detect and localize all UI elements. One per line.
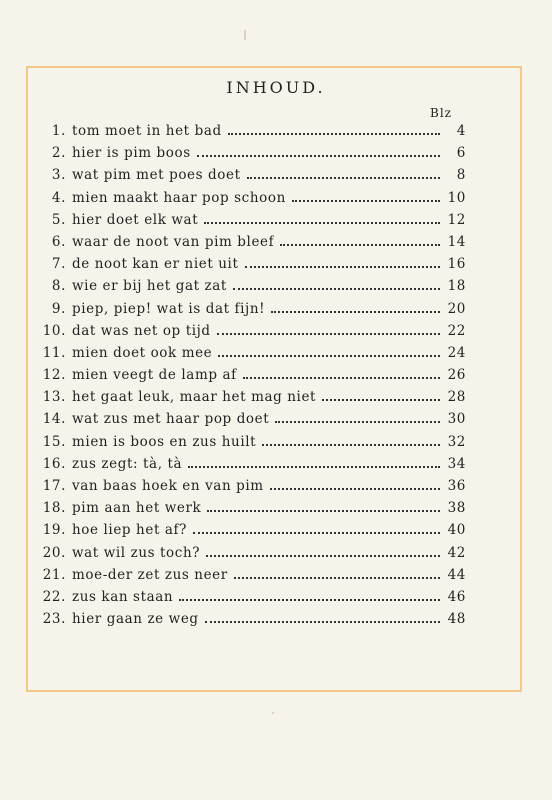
- toc-entry-page: 28: [447, 389, 466, 406]
- dot-leader: [193, 532, 440, 534]
- page-column-label: Blz: [430, 106, 452, 120]
- toc-entry: [36, 519, 466, 541]
- toc-entry-title: zus zegt: tà, tà: [72, 455, 183, 472]
- toc-entry-number: 7.: [51, 256, 66, 273]
- toc-entry: [36, 209, 466, 231]
- dot-leader: [245, 266, 441, 268]
- toc-entry-number: 19.: [42, 522, 66, 539]
- table-of-contents: [36, 120, 466, 630]
- toc-entry-number: 12.: [42, 367, 66, 384]
- toc-entry: [36, 187, 466, 209]
- toc-entry-title: wie er bij het gat zat: [72, 278, 227, 295]
- toc-entry-title: mien doet ook mee: [72, 344, 213, 361]
- page-title: INHOUD.: [226, 78, 326, 97]
- toc-entry: [36, 431, 466, 453]
- toc-entry-number: 20.: [42, 544, 66, 561]
- toc-entry: [36, 364, 466, 386]
- toc-entry: [36, 386, 466, 408]
- paper-mark: [244, 30, 246, 40]
- toc-entry-number: 13.: [42, 389, 66, 406]
- toc-entry: [36, 120, 466, 142]
- toc-entry: [36, 298, 466, 320]
- dot-leader: [275, 421, 440, 423]
- toc-entry-title: waar de noot van pim bleef: [72, 233, 275, 250]
- toc-entry-title: pim aan het werk: [72, 500, 202, 517]
- toc-entry-number: 21.: [42, 566, 66, 583]
- toc-entry-number: 9.: [51, 300, 66, 317]
- toc-entry-number: 4.: [51, 189, 66, 206]
- toc-entry-title: hier doet elk wat: [72, 211, 199, 228]
- toc-entry-page: 22: [447, 322, 466, 339]
- toc-entry-page: 4: [456, 123, 466, 139]
- toc-entry: [36, 164, 466, 186]
- toc-entry-page: 38: [447, 500, 466, 517]
- toc-entry-title: dat was net op tijd: [72, 322, 211, 339]
- toc-entry-title: de noot kan er niet uit: [72, 256, 239, 273]
- toc-entry-page: 20: [447, 300, 466, 317]
- dot-leader: [322, 399, 440, 401]
- toc-entry: [36, 275, 466, 297]
- dot-leader: [280, 244, 440, 246]
- dot-leader: [247, 177, 440, 179]
- dot-leader: [243, 377, 440, 379]
- toc-entry-title: piep, piep! wat is dat fijn!: [72, 300, 266, 317]
- toc-entry-title: mien is boos en zus huilt: [72, 433, 257, 450]
- dot-leader: [234, 577, 440, 579]
- dot-leader: [206, 555, 440, 557]
- toc-entry: [36, 475, 466, 497]
- toc-entry-page: 46: [447, 588, 466, 605]
- toc-entry-title: wat zus met haar pop doet: [72, 411, 270, 428]
- dot-leader: [292, 200, 440, 202]
- toc-entry-page: 8: [456, 167, 466, 184]
- toc-entry-page: 42: [447, 544, 466, 561]
- toc-entry-number: 5.: [51, 211, 66, 228]
- toc-entry: [36, 320, 466, 342]
- toc-entry-title: van baas hoek en van pim: [72, 478, 264, 494]
- toc-entry: [36, 586, 466, 608]
- toc-entry-number: 17.: [42, 478, 66, 494]
- toc-entry: [36, 564, 466, 586]
- dot-leader: [233, 288, 440, 290]
- toc-entry-page: 30: [447, 411, 466, 428]
- toc-entry-page: 40: [447, 522, 466, 539]
- toc-entry-title: tom moet in het bad: [72, 123, 222, 139]
- toc-entry-number: 14.: [42, 411, 66, 428]
- toc-entry-number: 16.: [42, 455, 66, 472]
- dot-leader: [262, 444, 440, 446]
- toc-entry-title: hier is pim boos: [72, 145, 191, 162]
- dot-leader: [271, 311, 440, 313]
- toc-entry-number: 1.: [51, 123, 66, 139]
- toc-entry: [36, 342, 466, 364]
- toc-entry-number: 2.: [51, 145, 66, 162]
- dot-leader: [204, 222, 440, 224]
- toc-entry-page: 6: [456, 145, 466, 162]
- toc-entry-number: 23.: [42, 611, 66, 628]
- toc-entry-number: 3.: [51, 167, 66, 184]
- toc-entry-page: 10: [447, 189, 466, 206]
- toc-entry-title: hoe liep het af?: [72, 522, 187, 539]
- toc-entry: [36, 408, 466, 430]
- dot-leader: [179, 599, 440, 601]
- toc-entry-page: 48: [447, 611, 466, 628]
- toc-entry: [36, 497, 466, 519]
- toc-entry-page: 34: [447, 455, 466, 472]
- toc-entry-title: wat pim met poes doet: [72, 167, 241, 184]
- toc-entry-page: 26: [447, 367, 466, 384]
- dot-leader: [270, 488, 440, 490]
- dot-leader: [205, 621, 440, 623]
- toc-entry-page: 24: [447, 344, 466, 361]
- dot-leader: [218, 355, 440, 357]
- toc-entry-number: 8.: [51, 278, 66, 295]
- paper-mark: [272, 712, 274, 714]
- toc-entry-page: 32: [447, 433, 466, 450]
- toc-entry-page: 44: [447, 566, 466, 583]
- toc-entry-title: mien veegt de lamp af: [72, 367, 237, 384]
- toc-entry-page: 18: [447, 278, 466, 295]
- toc-entry-title: zus kan staan: [72, 588, 174, 605]
- toc-entry-number: 10.: [42, 322, 66, 339]
- toc-entry-title: moe-der zet zus neer: [72, 566, 228, 583]
- toc-entry-page: 36: [447, 478, 466, 494]
- toc-entry-number: 22.: [42, 588, 66, 605]
- dot-leader: [197, 155, 440, 157]
- toc-entry: [36, 453, 466, 475]
- dot-leader: [228, 133, 440, 135]
- toc-entry: [36, 542, 466, 564]
- dot-leader: [217, 333, 440, 335]
- toc-entry: [36, 231, 466, 253]
- toc-entry: [36, 608, 466, 630]
- toc-entry-number: 11.: [42, 344, 66, 361]
- dot-leader: [188, 466, 440, 468]
- toc-entry-number: 6.: [51, 233, 66, 250]
- toc-entry-title: hier gaan ze weg: [72, 611, 199, 628]
- toc-entry-number: 18.: [42, 500, 66, 517]
- toc-entry-title: het gaat leuk, maar het mag niet: [72, 389, 317, 406]
- toc-entry-title: mien maakt haar pop schoon: [72, 189, 286, 206]
- toc-entry-title: wat wil zus toch?: [72, 544, 201, 561]
- toc-entry-page: 12: [447, 211, 466, 228]
- toc-entry: [36, 253, 466, 275]
- toc-entry-number: 15.: [42, 433, 66, 450]
- toc-entry: [36, 142, 466, 164]
- toc-entry-page: 16: [447, 256, 466, 273]
- dot-leader: [207, 510, 440, 512]
- toc-entry-page: 14: [447, 233, 466, 250]
